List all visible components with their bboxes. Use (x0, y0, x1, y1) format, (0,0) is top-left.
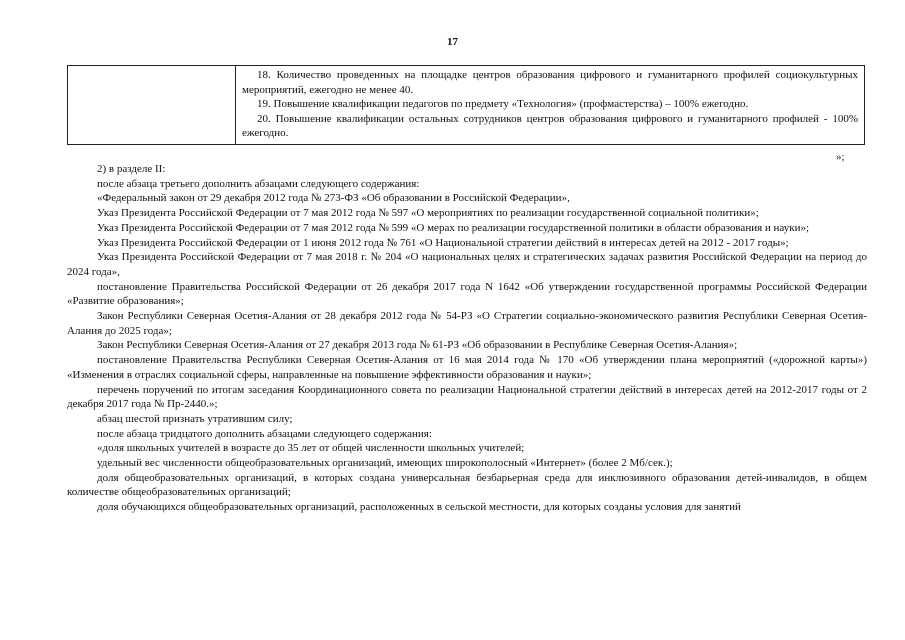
paragraph: постановление Правительства Республики Северная Осетия-Алания от 16 мая 2014 года № 170 «Об утверждении плана мероприятий («дорожной карты») «Изменения в отраслях социальной сферы, направленные на повышение эффективности образования и науки»; (67, 354, 867, 381)
paragraph: доля обучающихся общеобразовательных организаций, расположенных в сельской местности, для которых созданы условия для занятий (97, 501, 741, 514)
page-number: 17 (447, 36, 458, 48)
paragraph: после абзаца третьего дополнить абзацами следующего содержания: (97, 177, 420, 190)
paragraph: удельный вес численности общеобразовательных организаций, имеющих широкополосный «Интернет» (более 2 Мб/сек.); (97, 457, 673, 470)
paragraph: постановление Правительства Российской Федерации от 26 декабря 2017 года N 1642 «Об утверждении государственной программы Российской Федерации «Развитие образования»; (67, 280, 867, 308)
paragraph: Закон Республики Северная Осетия-Алания от 28 декабря 2012 года № 54-РЗ «О Стратегии социально-экономического развития Республики Северная Осетия-Алания до 2025 года»; (67, 310, 867, 337)
table-right-cell (236, 66, 864, 144)
paragraph: Указ Президента Российской Федерации от 1 июня 2012 года № 761 «О Национальной стратегии действий в интересах детей на 2012 - 2017 годы»; (97, 236, 789, 249)
table-item-20: 20. Повышение квалификации остальных сотрудников центров образования цифрового и гуманитарного профилей - 100% ежегодно. (242, 112, 858, 139)
body-text (67, 162, 867, 515)
closing-quote: »; (836, 151, 845, 163)
paragraph: «Федеральный закон от 29 декабря 2012 года № 273-ФЗ «Об образовании в Российской Федерации», (97, 192, 570, 205)
table-item-19: 19. Повышение квалификации педагогов по предмету «Технология» (профмастерства) – 100% ежегодно. (257, 98, 749, 110)
paragraph: Указ Президента Российской Федерации от 7 мая 2012 года № 597 «О мероприятиях по реализации государственной социальной политики»; (97, 207, 759, 220)
paragraph: перечень поручений по итогам заседания Координационного совета по реализации Национальной стратегии действий в интересах детей на 2012-2017 годы от 2 декабря 2017 года № Пр-2440.»; (67, 383, 867, 411)
paragraph: доля общеобразовательных организаций, в которых создана универсальная безбарьерная среда для инклюзивного образования детей-инвалидов, в общем количестве общеобразовательных организаций; (67, 471, 867, 499)
paragraph: Указ Президента Российской Федерации от 7 мая 2012 года № 599 «О мерах по реализации государственной политики в области образования и науки»; (97, 221, 810, 234)
top-table (67, 65, 865, 145)
paragraph: Указ Президента Российской Федерации от 7 мая 2018 г. № 204 «О национальных целях и стратегических задачах развития Российской Федерации на период до 2024 года», (67, 251, 867, 278)
table-item-18: 18. Количество проведенных на площадке центров образования цифрового и гуманитарного профилей социокультурных мероприятий, ежегодно не менее 40. (242, 69, 858, 96)
paragraph: «доля школьных учителей в возрасте до 35 лет от общей численности школьных учителей; (97, 442, 525, 455)
paragraph: Закон Республики Северная Осетия-Алания от 27 декабря 2013 года № 61-РЗ «Об образовании в Республике Северная Осетия-Алания»; (97, 339, 738, 352)
table-left-cell (68, 66, 236, 144)
paragraph: после абзаца тридцатого дополнить абзацами следующего содержания: (97, 427, 432, 440)
paragraph: 2) в разделе II: (97, 163, 166, 175)
paragraph: абзац шестой признать утратившим силу; (97, 412, 293, 425)
